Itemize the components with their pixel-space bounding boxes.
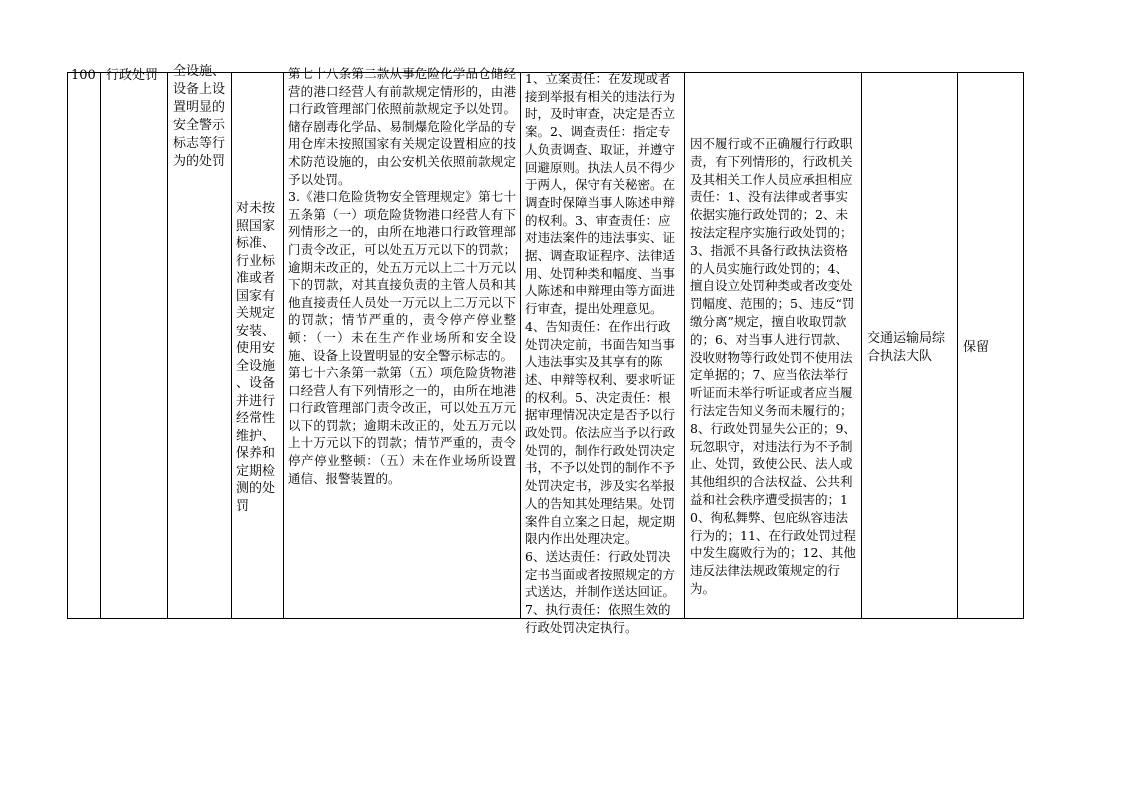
accountability-text: 因不履行或不正确履行行政职责，有下列情形的，行政机关及其相关工作人员应承担相应责任：1、没有法律或者事实依据实施行政处罚的；2、未按法定程序实施行政处罚的；3、指派不具备行政执法资格的人员实施行政处罚的；4、擅自设立处罚种类或者改变处罚幅度、范围的；5、违反“罚缴分离”规定，擅自收取罚款的；6、对当事人进行罚款、没收财物等行政处罚不使用法定单据的；7、应当依法举行听证而未举行听证或者应当履行法定告知义务而未履行的；8、行政处罚显失公正的；9、玩忽职守，对违法行为不予制止、处罚，致使公民、法人或其他组织的合法权益、公共利益和社会秩序遭受损害的；10、徇私舞弊、包庇纵容违法行为的；11、在行政处罚过程中发生腐败行为的；12、其他违反法律法规政策规定的行为。 [690,136,856,596]
cell-department [861,73,957,618]
legal-basis-text: 第七十八条第二款从事危险化学品仓储经营的港口经营人有前款规定情形的，由港口行政管理部门依照前款规定予以处罚。储存剧毒化学品、易制爆危险化学品的专用仓库未按照国家有关规定设置相应的技术防范设施的，由公安机关依照前款规定予以处罚。 3.《港口危险货物安全管理规定》第七十五条第（一）项危险货物港口经营人有下列情形之一的，由所在地港口行政管理部门责令改正，可以处五万元以下的罚款；逾期未改正的，处五万元以上二十万元以下的罚款，对其直接负责的主管人员和其他直接责任人员处一万元以上二万元以下的罚款；情节严重的，责令停产停业整顿：（一）未在生产作业场所和安全设施、设备上设置明显的安全警示标志的。 第七十六条第一款第（五）项危险货物港口经营人有下列情形之一的，由所在地港口行政管理部门责令改正，可以处五万元以下的罚款；逾期未改正的，处五万元以上十万元以下的罚款；情节严重的，责令停产停业整顿：（五）未在作业场所设置通信、报警装置的。 [288,66,516,486]
status-text: 保留 [963,340,990,355]
records-table [67,64,1024,635]
cell-legal-basis [283,66,520,618]
row-index: 100 [71,68,96,83]
cell-responsibility [520,71,684,635]
cell-item-name [167,64,231,618]
sub-item-name: 对未按 照国家 标准、 行业标 准或者 国家有 关规定 安装、 使用安 全设施 、设备 并进行 经常性 维护、 保养和 定期检 测的处 罚 [236,201,276,514]
cell-category [100,68,167,618]
cell-status [957,73,1025,618]
power-category: 行政处罚 [106,68,159,83]
responsibility-text: 1、立案责任：在发现或者接到举报有相关的违法行为时，及时审查，决定是否立案。2、调查责任：指定专人负责调查、取证，并遵守回避原则。执法人员不得少于两人，保守有关秘密。在调查时保障当事人陈述申辩的权利。3、审查责任：应对违法案件的违法事实、证据、调查取证程序、法律适用、处罚种类和幅度、当事人陈述和申辩理由等方面进行审查，提出处理意见。4、告知责任：在作出行政处罚决定前，书面告知当事人违法事实及其享有的陈述、申辩等权利、要求听证的权利。5、决定责任：根据审理情况决定是否予以行政处罚。依法应当予以行政处罚的，制作行政处罚决定书，不予以处罚的制作不予处罚决定书，涉及实名举报人的告知其处理结果。处罚案件自立案之日起，规定期限内作出处理决定。 6、送达责任：行政处罚决定书当面或者按照规定的方式送达，并制作送达回证。7、执行责任：依照生效的行政处罚决定执行。 [525,71,676,635]
department-text: 交通运输局综合执法大队 [867,331,946,364]
table-row [67,64,1024,635]
cell-accountability [684,73,861,618]
item-name: 全设施、 设备上设 置明显的 安全警示 标志等行 为的处罚 [173,64,226,169]
cell-sub-item [231,73,283,618]
cell-index [68,68,100,618]
